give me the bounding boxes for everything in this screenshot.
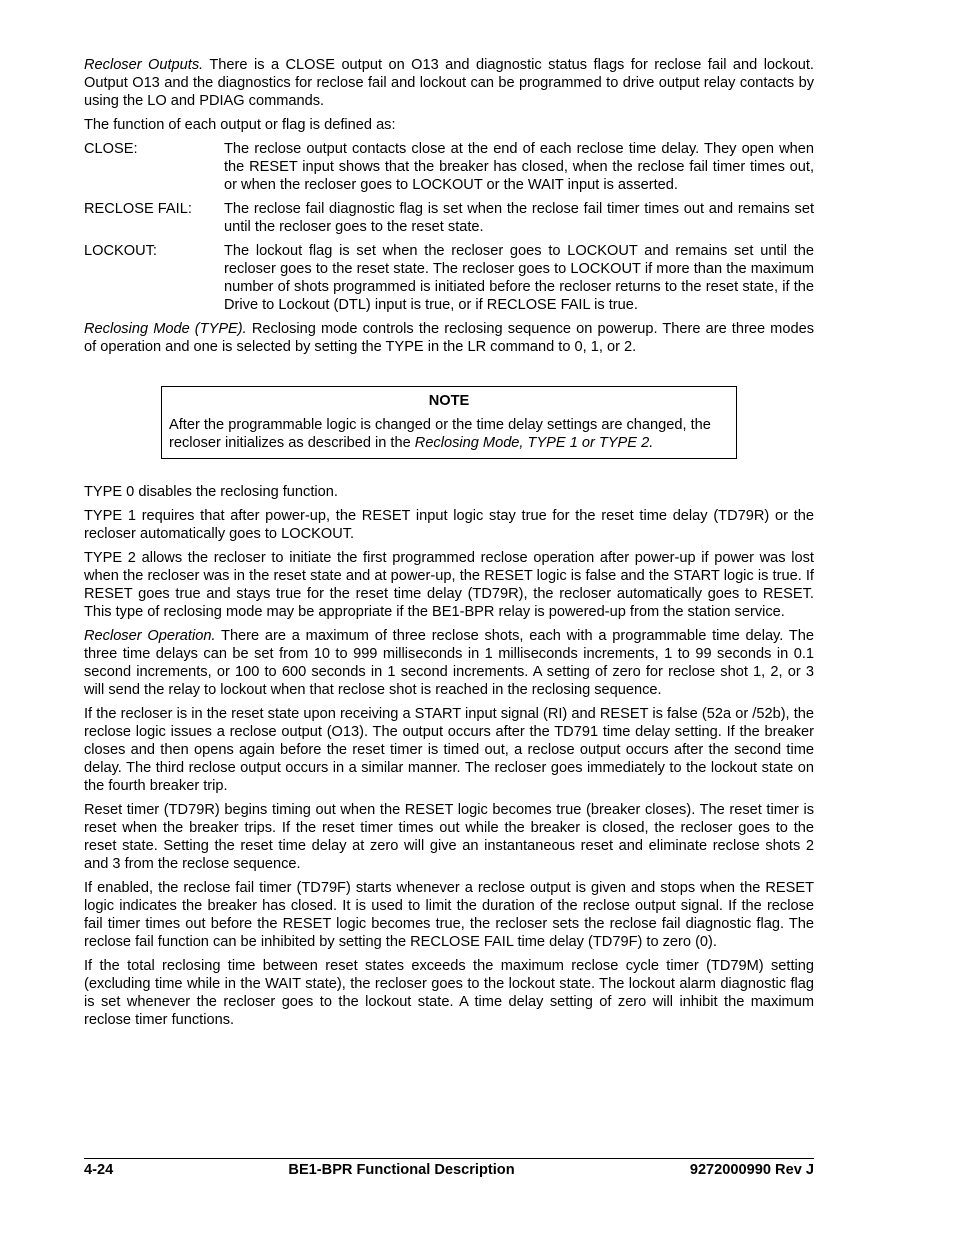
definition-text: The reclose fail diagnostic flag is set when the reclose fail timer times out and remains set until the recloser goes to the reset state. bbox=[224, 201, 814, 235]
mode-text: Reclosing mode controls the reclosing sequence on powerup. There are three modes of operation and one is selected by setting the TYPE in the LR command to 0, 1, or 2. bbox=[84, 321, 814, 355]
reset-timer-paragraph: Reset timer (TD79R) begins timing out when the RESET logic becomes true (breaker closes). The reset timer is reset when the breaker trips. If the reset timer times out while the breaker is closed, the recloser goes to the reset state. Setting the reset time delay at zero will give an instantaneous reset and eliminate reclose shots 2 and 3 from the reclose sequence. bbox=[84, 802, 814, 872]
intro-heading: Recloser Outputs. bbox=[84, 57, 204, 73]
definition-term: LOCKOUT: bbox=[84, 243, 157, 259]
definition-close bbox=[84, 140, 814, 194]
definition-text: The reclose output contacts close at the end of each reclose time delay. They open when the RESET input shows that the breaker has closed, when the reclose fail timer times out, or when the recloser goes to LOCKOUT or the WAIT input is asserted. bbox=[224, 141, 814, 193]
intro-paragraph bbox=[84, 56, 814, 110]
definition-term: RECLOSE FAIL: bbox=[84, 201, 192, 217]
operation-heading: Recloser Operation. bbox=[84, 628, 216, 644]
operation-paragraph bbox=[84, 627, 814, 699]
note-text: After the programmable logic is changed or the time delay settings are changed, the recloser initializes as described in the bbox=[169, 417, 711, 451]
max-timer-paragraph: If the total reclosing time between reset states exceeds the maximum reclose cycle timer (TD79M) setting (excluding time while in the WAIT state), the recloser goes to the lockout state. The lockout alarm diagnostic flag is set whenever the recloser goes to the lockout state. A time delay setting of zero will inhibit the maximum reclose timer functions. bbox=[84, 958, 814, 1028]
definition-term: CLOSE: bbox=[84, 141, 138, 157]
type2-paragraph: TYPE 2 allows the recloser to initiate the first programmed reclose operation after power-up if power was lost when the recloser was in the reset state and at power-up, the RESET logic is false and the START logic is true. If RESET goes true and stays true for the reset time delay (TD79R), the recloser automatically goes to RESET. This type of reclosing mode may be appropriate if the BE1-BPR relay is powered-up from the station service. bbox=[84, 550, 814, 620]
intro-text: There is a CLOSE output on O13 and diagnostic status flags for reclose fail and lockout. Output O13 and the diagnostics for reclose fail and lockout can be programmed to drive output relay contacts by using the LO and PDIAG commands. bbox=[84, 57, 814, 109]
definition-text: The lockout flag is set when the recloser goes to LOCKOUT and remains set until the recloser goes to the reset state. The recloser goes to LOCKOUT if more than the maximum number of shots programmed is initiated before the recloser returns to the reset state, if the Drive to Lockout (DTL) input is true, or if RECLOSE FAIL is true. bbox=[224, 243, 814, 313]
mode-paragraph bbox=[84, 320, 814, 356]
operation-text: There are a maximum of three reclose shots, each with a programmable time delay. The three time delays can be set from 10 to 999 milliseconds in 1 milliseconds increments, 1 to 99 seconds in 0.1 second increments, or 100 to 600 seconds in 1 second increments. A setting of zero for reclose shot 1, 2, or 3 will send the relay to lockout when that reclose shot is reached in the reclosing sequence. bbox=[84, 628, 814, 698]
type0-paragraph: TYPE 0 disables the reclosing function. bbox=[84, 484, 338, 500]
mode-heading: Reclosing Mode (TYPE). bbox=[84, 321, 247, 337]
note-title: NOTE bbox=[428, 393, 470, 409]
footer-page-number: 4-24 bbox=[84, 1162, 114, 1178]
note-box bbox=[161, 386, 737, 459]
definition-intro: The function of each output or flag is defined as: bbox=[84, 117, 396, 133]
reset-state-paragraph: If the recloser is in the reset state upon receiving a START input signal (RI) and RESET is false (52a or /52b), the reclose logic issues a reclose output (O13). The output occurs after the TD791 time delay setting. If the breaker closes and then opens again before the reset timer is timed out, a reclose output occurs after the second time delay. The third reclose output occurs in a similar manner. The recloser goes immediately to the lockout state on the fourth breaker trip. bbox=[84, 706, 814, 794]
type1-paragraph: TYPE 1 requires that after power-up, the RESET input logic stay true for the reset time delay (TD79R) or the recloser automatically goes to LOCKOUT. bbox=[84, 508, 814, 542]
definition-list bbox=[84, 140, 814, 314]
definition-reclose-fail bbox=[84, 200, 814, 236]
page-body bbox=[84, 56, 814, 1035]
fail-timer-paragraph: If enabled, the reclose fail timer (TD79F) starts whenever a reclose output is given and stops when the RESET logic indicates the breaker has closed. It is used to limit the duration of the reclose output signal. If the reclose fail timer times out before the RESET logic becomes true, the recloser sets the reclose fail diagnostic flag. The reclose fail function can be inhibited by setting the RECLOSE FAIL time delay (TD79F) to zero (0). bbox=[84, 880, 814, 950]
note-italic: Reclosing Mode, TYPE 1 or TYPE 2. bbox=[414, 435, 654, 451]
footer-doc-number: 9272000990 Rev J bbox=[689, 1162, 814, 1178]
note-body bbox=[169, 416, 729, 452]
page-footer bbox=[84, 1158, 814, 1179]
footer-title: BE1-BPR Functional Description bbox=[288, 1162, 515, 1178]
definition-lockout bbox=[84, 242, 814, 314]
